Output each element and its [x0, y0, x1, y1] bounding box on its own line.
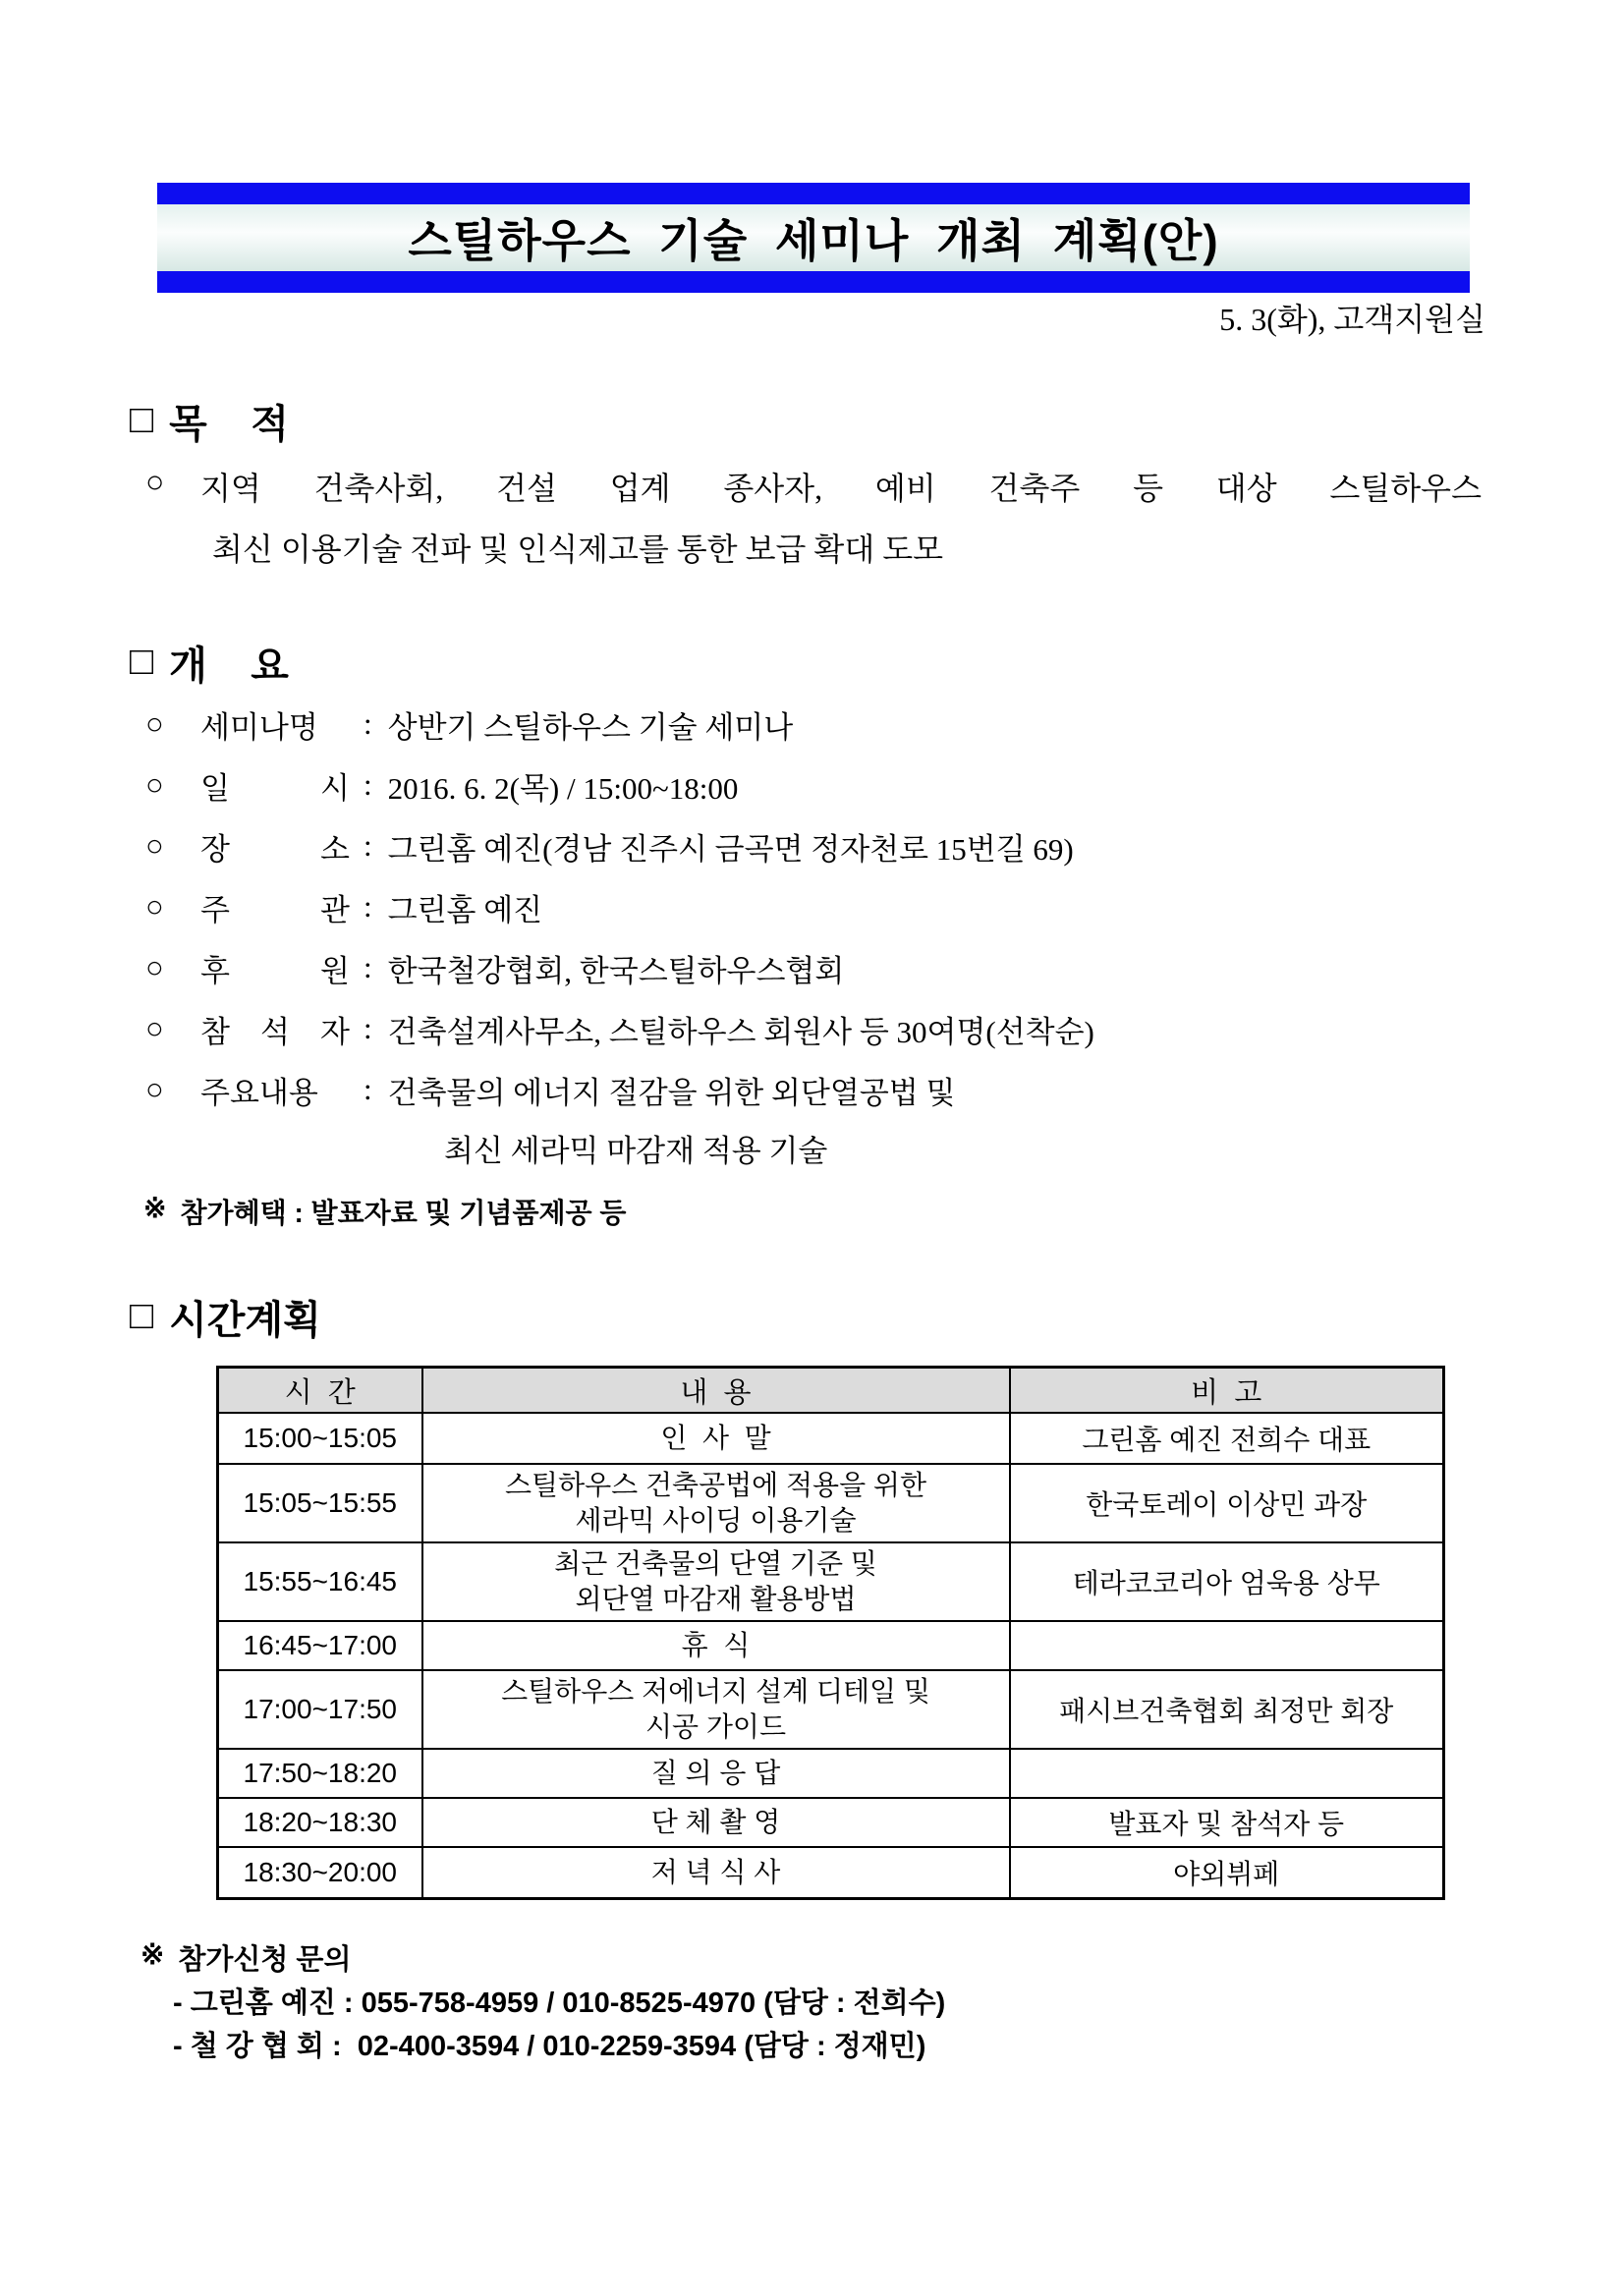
table-row [218, 1847, 1444, 1899]
section-heading-purpose [130, 393, 289, 449]
section-heading-purpose-label: 목 적 [169, 403, 289, 446]
section-heading-schedule [130, 1289, 321, 1345]
overview-item-value: 2016. 6. 2(목) / 15:00~18:00 [387, 770, 739, 806]
square-marker-icon: □ [130, 1293, 154, 1337]
section-heading-overview [130, 635, 289, 691]
cell-content [422, 1542, 1010, 1621]
overview-item-place [145, 815, 1521, 876]
cell-time: 18:30~20:00 [218, 1847, 422, 1899]
overview-item-label: 참 석 자 [200, 1014, 350, 1049]
table-row [218, 1798, 1444, 1847]
banner-top-bar [157, 183, 1470, 204]
circle-bullet-icon: ○ [145, 950, 164, 984]
table-row [218, 1670, 1444, 1749]
contact-line-greenhome: - 그린홈 예진 : 055-758-4959 / 010-8525-4970 (담당 : 전희수) [173, 1988, 946, 2019]
content-line: 최근 건축물의 단열 기준 및 [554, 1548, 877, 1580]
col-header-time: 시 간 [218, 1368, 422, 1414]
overview-item-label: 후 원 [200, 953, 350, 988]
circle-bullet-icon: ○ [145, 828, 164, 863]
cell-time: 16:45~17:00 [218, 1621, 422, 1670]
table-row [218, 1464, 1444, 1542]
overview-item-seminar-name [145, 694, 1521, 755]
overview-item-value: 건축설계사무소, 스틸하우스 회원사 등 30여명(선착순) [387, 1014, 1094, 1049]
cell-content [422, 1464, 1010, 1542]
colon-separator: : [364, 1072, 372, 1106]
title-banner [157, 183, 1470, 293]
cell-time: 17:50~18:20 [218, 1749, 422, 1798]
cell-note: 테라코코리아 엄욱용 상무 [1010, 1542, 1444, 1621]
square-marker-icon: □ [130, 397, 154, 441]
overview-item-datetime [145, 755, 1521, 815]
cell-note: 그린홈 예진 전희수 대표 [1010, 1413, 1444, 1464]
reference-mark-icon: ※ [143, 1193, 167, 1223]
purpose-line-1 [145, 464, 1482, 509]
benefit-note-text: 참가혜택 : 발표자료 및 기념품제공 등 [180, 1198, 627, 1228]
overview-item-value: 건축물의 에너지 절감을 위한 외단열공법 및 [387, 1075, 956, 1110]
section-heading-schedule-label: 시간계획 [169, 1299, 321, 1342]
cell-note: 패시브건축협회 최정만 회장 [1010, 1670, 1444, 1749]
overview-main-content-line2: 최신 세라믹 마감재 적용 기술 [444, 1134, 828, 1168]
square-marker-icon: □ [130, 639, 154, 683]
content-line: 단 체 촬 영 [650, 1807, 781, 1838]
cell-content [422, 1798, 1010, 1847]
table-row [218, 1749, 1444, 1798]
colon-separator: : [364, 706, 372, 741]
purpose-text-2: 최신 이용기술 전파 및 인식제고를 통한 보급 확대 도모 [212, 532, 944, 567]
document-title: 스틸하우스 기술 세미나 개최 계획(안) [408, 215, 1219, 266]
content-line: 스틸하우스 건축공법에 적용을 위한 [504, 1470, 927, 1501]
content-line: 시공 가이드 [644, 1711, 787, 1742]
banner-bottom-bar [157, 271, 1470, 293]
colon-separator: : [364, 889, 372, 924]
cell-content [422, 1670, 1010, 1749]
contact-title-text: 참가신청 문의 [178, 1944, 352, 1976]
section-heading-overview-label: 개 요 [169, 644, 289, 688]
overview-item-sponsor [145, 937, 1521, 998]
content-line: 스틸하우스 저에너지 설계 디테일 및 [501, 1676, 930, 1708]
colon-separator: : [364, 828, 372, 863]
contact-title [140, 1937, 351, 1978]
table-header-row [218, 1368, 1444, 1414]
cell-time: 15:55~16:45 [218, 1542, 422, 1621]
overview-item-label: 장 소 [200, 831, 350, 867]
overview-item-organizer [145, 876, 1521, 937]
colon-separator: : [364, 767, 372, 802]
overview-list [145, 694, 1521, 1120]
schedule-table [216, 1366, 1445, 1900]
table-row [218, 1413, 1444, 1464]
cell-content [422, 1621, 1010, 1670]
benefit-note [143, 1192, 626, 1231]
overview-item-value: 그린홈 예진 [387, 892, 543, 927]
contact-line-steel-association: - 철 강 협 회 : 02-400-3594 / 010-2259-3594 (담당 : 정재민) [173, 2031, 926, 2062]
cell-content [422, 1749, 1010, 1798]
cell-note [1010, 1749, 1444, 1798]
col-header-content: 내 용 [422, 1368, 1010, 1414]
cell-note: 한국토레이 이상민 과장 [1010, 1464, 1444, 1542]
content-line: 저 녁 식 사 [650, 1857, 781, 1888]
overview-item-label: 주 관 [200, 892, 350, 927]
circle-bullet-icon: ○ [145, 464, 165, 499]
overview-item-value: 상반기 스틸하우스 기술 세미나 [387, 709, 794, 745]
table-row [218, 1621, 1444, 1670]
content-line: 세라믹 사이딩 이용기술 [575, 1505, 857, 1536]
cell-content [422, 1847, 1010, 1899]
colon-separator: : [364, 1011, 372, 1045]
circle-bullet-icon: ○ [145, 767, 164, 802]
content-line: 질 의 응 답 [650, 1758, 781, 1789]
colon-separator: : [364, 950, 372, 984]
overview-item-label: 세미나명 [200, 709, 318, 745]
cell-time: 18:20~18:30 [218, 1798, 422, 1847]
content-line: 외단열 마감재 활용방법 [575, 1584, 857, 1614]
content-line: 인 사 말 [660, 1423, 771, 1454]
overview-item-main-content [145, 1059, 1521, 1120]
circle-bullet-icon: ○ [145, 889, 164, 924]
content-line: 휴 식 [681, 1630, 751, 1661]
date-line: 5. 3(화), 고객지원실 [1219, 302, 1485, 337]
reference-mark-icon: ※ [140, 1939, 165, 1971]
banner-body [157, 204, 1470, 271]
col-header-note: 비 고 [1010, 1368, 1444, 1414]
overview-item-value: 그린홈 예진(경남 진주시 금곡면 정자천로 15번길 69) [387, 831, 1074, 867]
circle-bullet-icon: ○ [145, 1011, 164, 1045]
circle-bullet-icon: ○ [145, 1072, 164, 1106]
cell-note [1010, 1621, 1444, 1670]
overview-item-value: 한국철강협회, 한국스틸하우스협회 [387, 953, 845, 988]
cell-note: 발표자 및 참석자 등 [1010, 1798, 1444, 1847]
overview-item-label: 일 시 [200, 770, 350, 806]
circle-bullet-icon: ○ [145, 706, 164, 741]
cell-time: 17:00~17:50 [218, 1670, 422, 1749]
cell-time: 15:05~15:55 [218, 1464, 422, 1542]
cell-note: 야외뷔페 [1010, 1847, 1444, 1899]
purpose-text-1: 지역 건축사회, 건설 업계 종사자, 예비 건축주 등 대상 스틸하우스 [200, 471, 1482, 506]
overview-item-label: 주요내용 [200, 1075, 318, 1110]
cell-time: 15:00~15:05 [218, 1413, 422, 1464]
table-row [218, 1542, 1444, 1621]
cell-content [422, 1413, 1010, 1464]
overview-item-attendees [145, 998, 1521, 1059]
